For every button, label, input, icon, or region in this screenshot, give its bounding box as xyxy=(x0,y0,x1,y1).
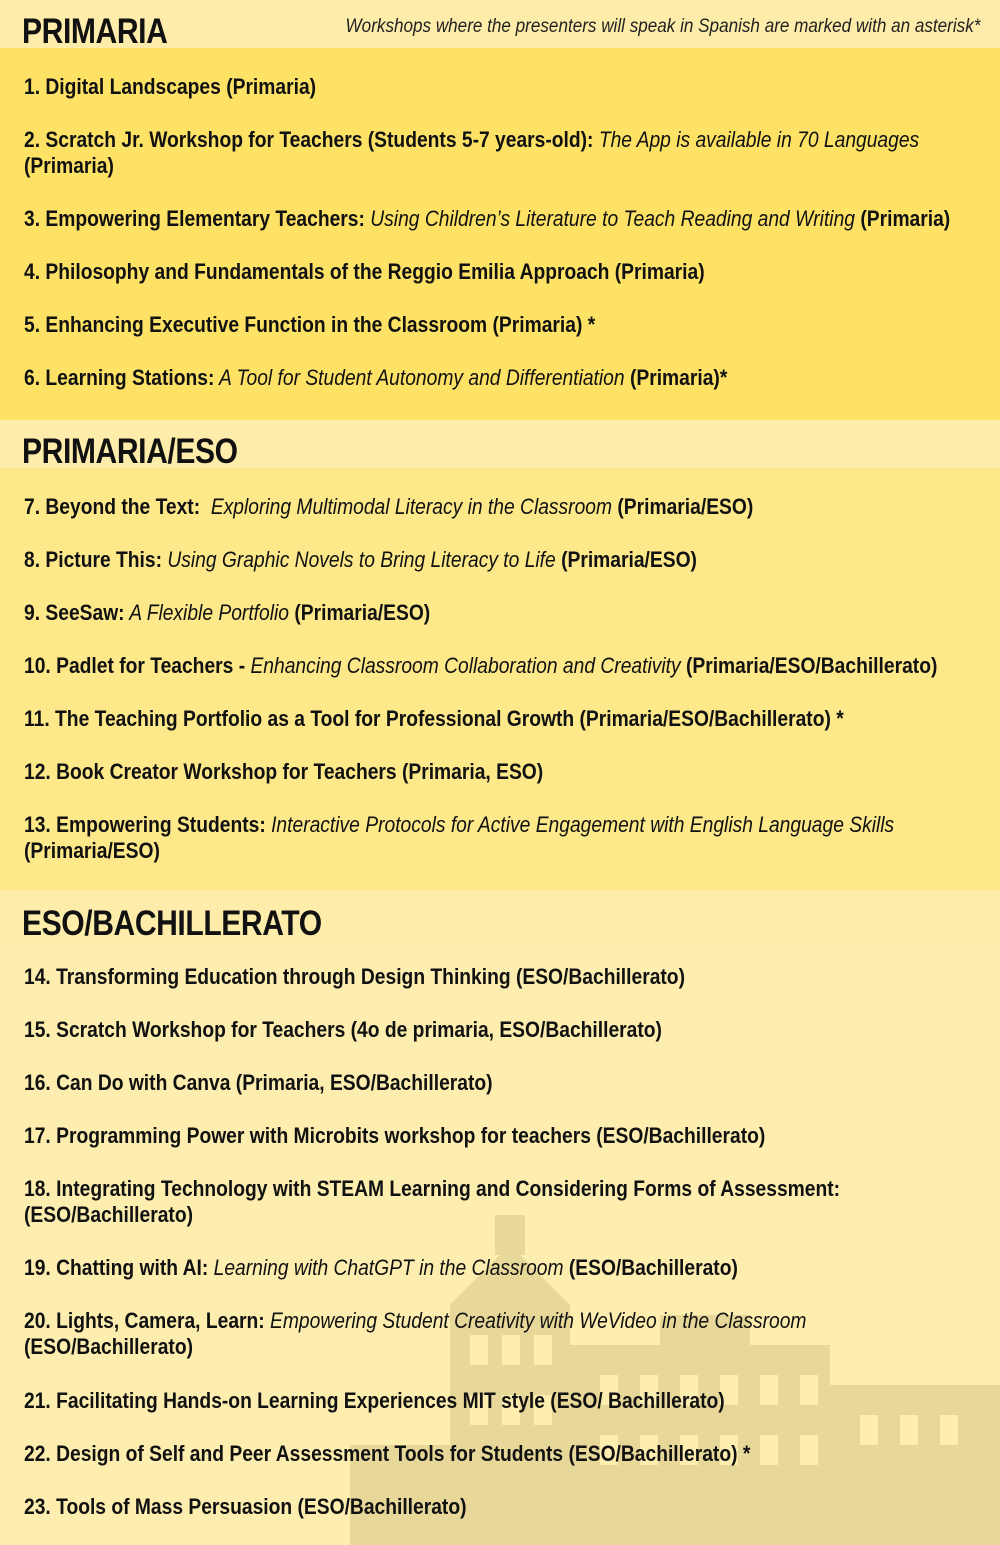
workshop-item: 15. Scratch Workshop for Teachers (4o de primaria, ESO/Bachillerato) xyxy=(24,1017,662,1042)
workshop-item: 9. SeeSaw: A Flexible Portfolio (Primaria/ESO) xyxy=(24,600,431,625)
workshop-item: 7. Beyond the Text: Exploring Multimodal Literacy in the Classroom (Primaria/ESO) xyxy=(24,494,754,519)
asterisk-note: Workshops where the presenters will speak in Spanish are marked with an asterisk* xyxy=(345,16,980,37)
workshop-item: 4. Philosophy and Fundamentals of the Reggio Emilia Approach (Primaria) xyxy=(24,259,705,284)
section-title-primaria: PRIMARIA xyxy=(22,12,168,51)
workshop-item: 8. Picture This: Using Graphic Novels to Bring Literacy to Life (Primaria/ESO) xyxy=(24,547,697,572)
section-title-primaria-eso: PRIMARIA/ESO xyxy=(22,432,238,471)
workshop-item: 19. Chatting with AI: Learning with ChatGPT in the Classroom (ESO/Bachillerato) xyxy=(24,1255,738,1280)
workshop-item: 13. Empowering Students: Interactive Protocols for Active Engagement with English Language Skills (Primaria/ESO) xyxy=(24,812,895,863)
workshop-item: 21. Facilitating Hands-on Learning Experiences MIT style (ESO/ Bachillerato) xyxy=(24,1388,725,1413)
workshop-item: 17. Programming Power with Microbits workshop for teachers (ESO/Bachillerato) xyxy=(24,1123,766,1148)
workshop-item: 2. Scratch Jr. Workshop for Teachers (Students 5-7 years-old): The App is available in 70 Languages (Primaria) xyxy=(24,127,920,178)
workshop-item: 11. The Teaching Portfolio as a Tool for Professional Growth (Primaria/ESO/Bachillerato) * xyxy=(24,706,844,731)
workshop-item: 16. Can Do with Canva (Primaria, ESO/Bachillerato) xyxy=(24,1070,493,1095)
building-watermark-image xyxy=(330,1185,1000,1545)
workshop-item: 23. Tools of Mass Persuasion (ESO/Bachillerato) xyxy=(24,1494,467,1519)
workshop-item: 12. Book Creator Workshop for Teachers (Primaria, ESO) xyxy=(24,759,544,784)
workshop-item: 1. Digital Landscapes (Primaria) xyxy=(24,74,317,99)
workshop-item: 3. Empowering Elementary Teachers: Using Children’s Literature to Teach Reading and Writing (Primaria) xyxy=(24,206,951,231)
workshop-item: 18. Integrating Technology with STEAM Learning and Considering Forms of Assessment: (ESO/Bachillerato) xyxy=(24,1176,841,1227)
workshop-item: 20. Lights, Camera, Learn: Empowering Student Creativity with WeVideo in the Classroom (ESO/Bachillerato) xyxy=(24,1308,807,1359)
workshop-item: 6. Learning Stations: A Tool for Student Autonomy and Differentiation (Primaria)* xyxy=(24,365,728,390)
section-title-eso-bachillerato: ESO/BACHILLERATO xyxy=(22,904,322,943)
workshop-item: 10. Padlet for Teachers - Enhancing Classroom Collaboration and Creativity (Primaria/ESO/Bachillerato) xyxy=(24,653,938,678)
workshop-item: 14. Transforming Education through Design Thinking (ESO/Bachillerato) xyxy=(24,964,685,989)
workshop-item: 5. Enhancing Executive Function in the Classroom (Primaria) * xyxy=(24,312,596,337)
workshop-item: 22. Design of Self and Peer Assessment Tools for Students (ESO/Bachillerato) * xyxy=(24,1441,751,1466)
